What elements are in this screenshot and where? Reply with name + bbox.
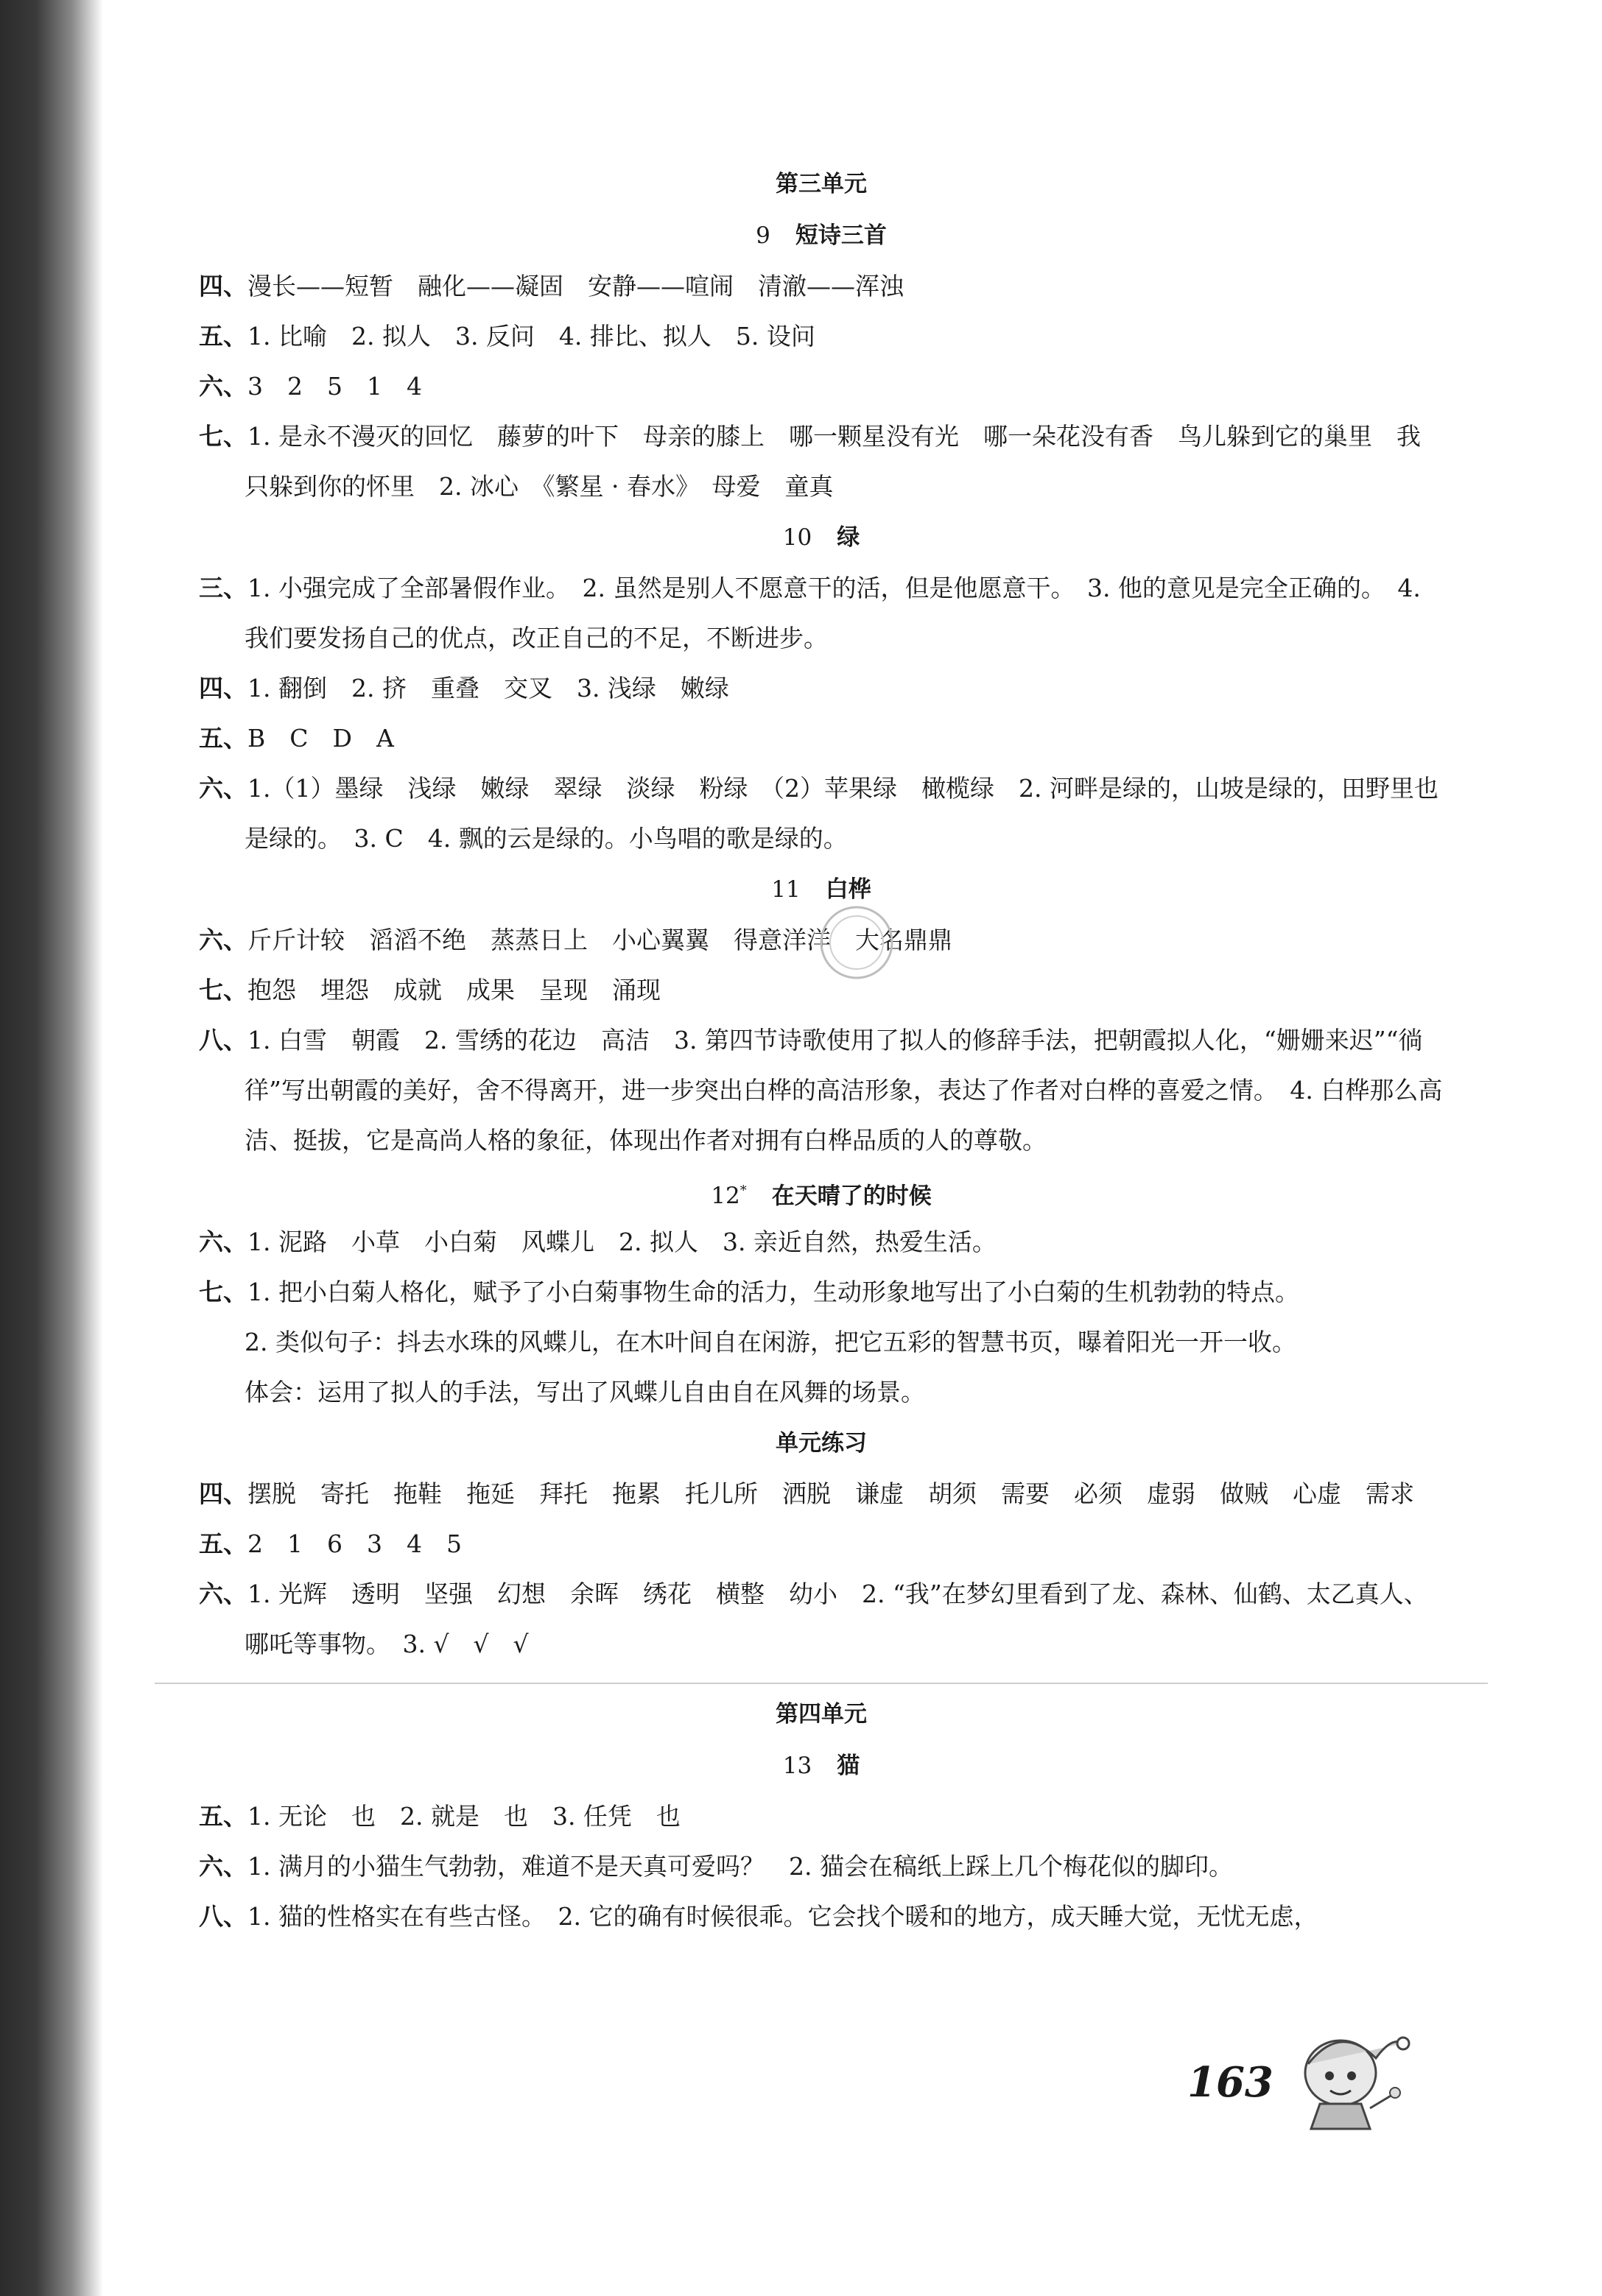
item-text: B C D A: [247, 724, 394, 753]
item-marker: 五、: [199, 724, 247, 753]
item-text: 摆脱 寄托 拖鞋 拖延 拜托 拖累 托儿所 洒脱 谦虚 胡须 需要 必须 虚弱 做贼 心虚 需求: [247, 1479, 1414, 1508]
item-marker: 六、: [199, 926, 247, 954]
item-marker: 六、: [199, 1580, 247, 1608]
item-text: 1.（1）墨绿 浅绿 嫩绿 翠绿 淡绿 粉绿 （2）苹果绿 橄榄绿 2. 河畔是绿的，山坡是绿的，田野里也是绿的。 3. C 4. 飘的云是绿的。小鸟唱的歌是绿的。: [245, 774, 1438, 853]
item-marker: 四、: [199, 1479, 247, 1508]
answer-item: [199, 1792, 1444, 1842]
lesson-title: 猫: [837, 1753, 860, 1779]
answer-subitem: 2. 类似句子：抖去水珠的风蝶儿，在木叶间自在闲游，把它五彩的智慧书页，曝着阳光一开一收。: [245, 1328, 1296, 1356]
answer-item: [199, 311, 1444, 362]
item-text: 1. 满月的小猫生气勃勃，难道不是天真可爱吗？ 2. 猫会在稿纸上踩上几个梅花似的脚印。: [247, 1852, 1233, 1881]
item-text: 1. 翻倒 2. 挤 重叠 交叉 3. 浅绿 嫩绿: [247, 674, 729, 702]
item-text: 漫长——短暂 融化——凝固 安静——喧闹 清澈——浑浊: [247, 272, 904, 300]
lesson-heading: [199, 512, 1444, 563]
section-divider: [155, 1683, 1488, 1684]
review-heading: [199, 1418, 1444, 1469]
item-text: 1. 无论 也 2. 就是 也 3. 任凭 也: [247, 1802, 681, 1831]
item-marker: 四、: [199, 674, 247, 702]
answer-item: [199, 1519, 1444, 1569]
item-marker: 七、: [199, 976, 247, 1004]
item-marker: 八、: [199, 1026, 247, 1054]
optional-lesson-star: *: [739, 1183, 747, 1199]
item-text: 3 2 5 1 4: [247, 372, 422, 401]
cartoon-mascot-icon: [1282, 2021, 1410, 2132]
item-text: 抱怨 埋怨 成就 成果 呈现 涌现: [247, 976, 661, 1004]
answer-content: [199, 158, 1444, 1942]
lesson-heading: [199, 1166, 1444, 1217]
page-number: 163: [1187, 2058, 1273, 2107]
item-marker: 八、: [199, 1902, 247, 1931]
lesson-title: 绿: [837, 524, 860, 551]
answer-item: [199, 1842, 1444, 1892]
item-text: 1. 光辉 透明 坚强 幻想 余晖 绣花 横整 幼小 2. “我”在梦幻里看到了龙、森林、仙鹤、太乙真人、哪吒等事物。 3. √ √ √: [245, 1580, 1428, 1658]
lesson-number: 13: [782, 1753, 812, 1779]
watermark-stamp-icon: [816, 902, 897, 983]
item-marker: 五、: [199, 1529, 247, 1558]
item-text: 斤斤计较 滔滔不绝 蒸蒸日上 小心翼翼 得意洋洋 大名鼎鼎: [247, 926, 952, 954]
answer-item: [199, 1217, 1444, 1267]
answer-item: [199, 1267, 1444, 1317]
lesson-title: 短诗三首: [795, 222, 887, 249]
lesson-number: 10: [782, 524, 812, 551]
item-marker: 四、: [199, 272, 247, 300]
answer-item: [199, 1469, 1444, 1519]
item-marker: 五、: [199, 1802, 247, 1831]
lesson-heading: [199, 210, 1444, 261]
item-text: 2 1 6 3 4 5: [247, 1529, 462, 1558]
item-marker: 五、: [199, 322, 247, 351]
unit-title: 第四单元: [776, 1701, 867, 1728]
answer-item: [199, 1569, 1444, 1669]
answer-subitem: 体会：运用了拟人的手法，写出了风蝶儿自由自在风舞的场景。: [245, 1378, 925, 1406]
lesson-number: 9: [756, 222, 770, 249]
answer-item: [199, 663, 1444, 714]
lesson-number: 11: [771, 876, 801, 903]
item-marker: 七、: [199, 422, 247, 451]
answer-item: [199, 1015, 1444, 1166]
lesson-title: 白桦: [825, 876, 871, 903]
lesson-heading: [199, 1740, 1444, 1792]
item-marker: 六、: [199, 774, 247, 803]
lesson-title: 在天晴了的时候: [771, 1183, 932, 1210]
lesson-title: 单元练习: [776, 1430, 867, 1457]
answer-item: [199, 412, 1444, 512]
item-marker: 六、: [199, 372, 247, 401]
answer-item: [199, 1892, 1444, 1942]
lesson-number: 12*: [711, 1183, 747, 1210]
item-text: 1. 猫的性格实在有些古怪。 2. 它的确有时候很乖。它会找个暖和的地方，成天睡大觉，无忧无虑，: [247, 1902, 1318, 1931]
scan-shadow-edge: [0, 0, 103, 2296]
item-text: 1. 把小白菊人格化，赋予了小白菊事物生命的活力，生动形象地写出了小白菊的生机勃勃的特点。: [247, 1278, 1299, 1306]
item-text: 1. 比喻 2. 拟人 3. 反问 4. 排比、拟人 5. 设问: [247, 322, 815, 351]
item-marker: 六、: [199, 1228, 247, 1256]
item-marker: 七、: [199, 1278, 247, 1306]
item-marker: 六、: [199, 1852, 247, 1881]
answer-item: [199, 261, 1444, 311]
item-text: 1. 泥路 小草 小白菊 风蝶儿 2. 拟人 3. 亲近自然，热爱生活。: [247, 1228, 997, 1256]
item-text: 1. 小强完成了全部暑假作业。 2. 虽然是别人不愿意干的活，但是他愿意干。 3. 他的意见是完全正确的。 4. 我们要发扬自己的优点，改正自己的不足，不断进步。: [245, 574, 1421, 652]
unit-title: 第三单元: [776, 171, 867, 197]
answer-item: [199, 563, 1444, 663]
answer-item: [199, 362, 1444, 412]
item-text: 1. 白雪 朝霞 2. 雪绣的花边 高洁 3. 第四节诗歌使用了拟人的修辞手法，把朝霞拟人化，“姗姗来迟”“徜徉”写出朝霞的美好，舍不得离开，进一步突出白桦的高洁形象，表达了作者对白桦的喜爱之情。 4. 白桦那么高洁、挺拔，它是高尚人格的象征，体现出作者对拥有白桦品质的人的尊敬。: [245, 1026, 1443, 1155]
item-text: 1. 是永不漫灭的回忆 藤萝的叶下 母亲的膝上 哪一颗星没有光 哪一朵花没有香 鸟儿躲到它的巢里 我只躲到你的怀里 2. 冰心 《繁星 · 春水》 母爱 童真: [245, 422, 1421, 501]
answer-item: [199, 764, 1444, 864]
item-marker: 三、: [199, 574, 247, 602]
answer-item: [199, 714, 1444, 764]
